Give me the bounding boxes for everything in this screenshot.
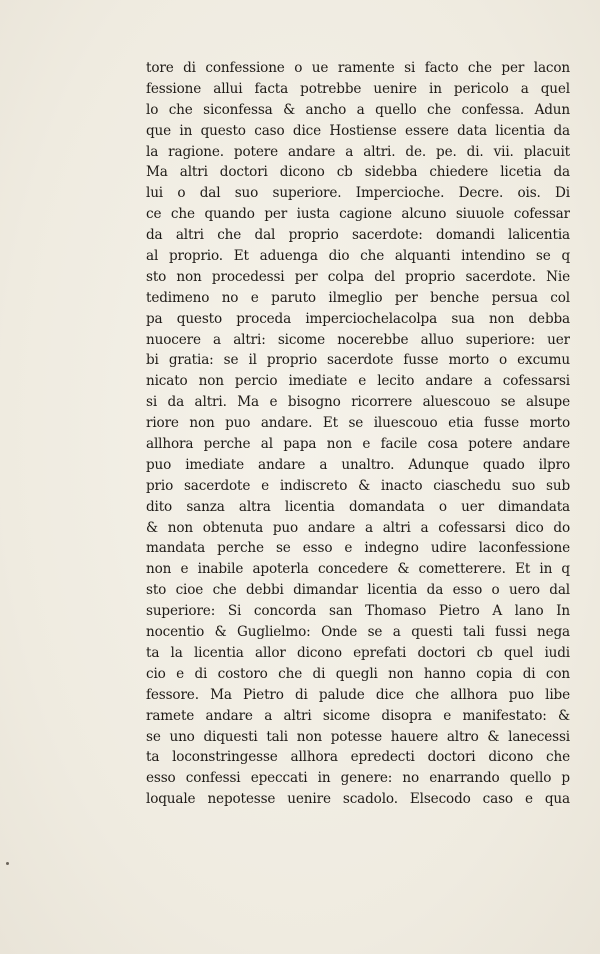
text-line: prio sacerdote e indiscreto & inacto ciaschedu suo sub — [146, 477, 570, 494]
paper-speck — [6, 862, 9, 865]
text-line: & non obtenuta puo andare a altri a cofessarsi dico do — [146, 519, 570, 536]
text-line: sto cioe che debbi dimandar licentia da esso o uero dal — [146, 582, 570, 599]
text-line: allhora perche al papa non e facile cosa potere andare — [146, 436, 570, 453]
text-line: puo imediate andare a unaltro. Adunque quado ilpro — [146, 456, 570, 473]
text-line: Ma altri doctori dicono cb sidebba chiedere licetia da — [146, 164, 570, 181]
text-line: pa questo proceda imperciochelacolpa sua non debba — [146, 310, 570, 327]
text-line: al proprio. Et aduenga dio che alquanti intendino se q — [146, 248, 570, 265]
text-line: que in questo caso dice Hostiense essere data licentia da — [146, 122, 570, 139]
text-line: ta loconstringesse allhora epredecti doctori dicono che — [146, 749, 570, 766]
text-line: esso confessi epeccati in genere: no enarrando quello p — [146, 770, 570, 787]
text-line: non e inabile apoterla concedere & cometterere. Et in q — [146, 561, 570, 578]
text-line: sto non procedessi per colpa del proprio sacerdote. Nie — [146, 268, 570, 285]
text-line: ce che quando per iusta cagione alcuno siuuole cofessar — [146, 206, 570, 223]
text-line: la ragione. potere andare a altri. de. pe. di. vii. placuit — [146, 143, 570, 160]
text-line: da altri che dal proprio sacerdote: domandi lalicentia — [146, 227, 570, 244]
text-line: si da altri. Ma e bisogno ricorrere aluescouo se alsupe — [146, 394, 570, 411]
text-line: superiore: Si concorda san Thomaso Pietro A lano In — [146, 603, 570, 620]
text-line: lui o dal suo superiore. Impercioche. Decre. ois. Di — [146, 185, 570, 202]
text-column — [146, 58, 570, 810]
text-line: fessione allui facta potrebbe uenire in pericolo a quel — [146, 80, 570, 97]
text-line: tedimeno no e paruto ilmeglio per benche persua col — [146, 289, 570, 306]
text-line: loquale nepotesse uenire scadolo. Elsecodo caso e qua — [146, 791, 570, 808]
text-line: nocentio & Guglielmo: Onde se a questi tali fussi nega — [146, 624, 570, 641]
text-line: nuocere a altri: sicome nocerebbe alluo superiore: uer — [146, 331, 570, 348]
text-line: fessore. Ma Pietro di palude dice che allhora puo libe — [146, 686, 570, 703]
text-line: ramete andare a altri sicome disopra e manifestato: & — [146, 707, 570, 724]
text-line: cio e di costoro che di quegli non hanno copia di con — [146, 665, 570, 682]
text-line: lo che siconfessa & ancho a quello che confessa. Adun — [146, 101, 570, 118]
text-line: tore di confessione o ue ramente si facto che per lacon — [146, 60, 570, 76]
text-line: ta la licentia allor dicono eprefati doctori cb quel iudi — [146, 644, 570, 661]
text-line: nicato non percio imediate e lecito andare a cofessarsi — [146, 373, 570, 390]
text-line: mandata perche se esso e indegno udire laconfessione — [146, 540, 570, 557]
text-line: dito sanza altra licentia domandata o uer dimandata — [146, 498, 570, 515]
text-line: riore non puo andare. Et se iluescouo etia fusse morto — [146, 415, 570, 432]
text-line: se uno diquesti tali non potesse hauere altro & lanecessi — [146, 728, 570, 745]
text-line: bi gratia: se il proprio sacerdote fusse morto o excumu — [146, 352, 570, 369]
